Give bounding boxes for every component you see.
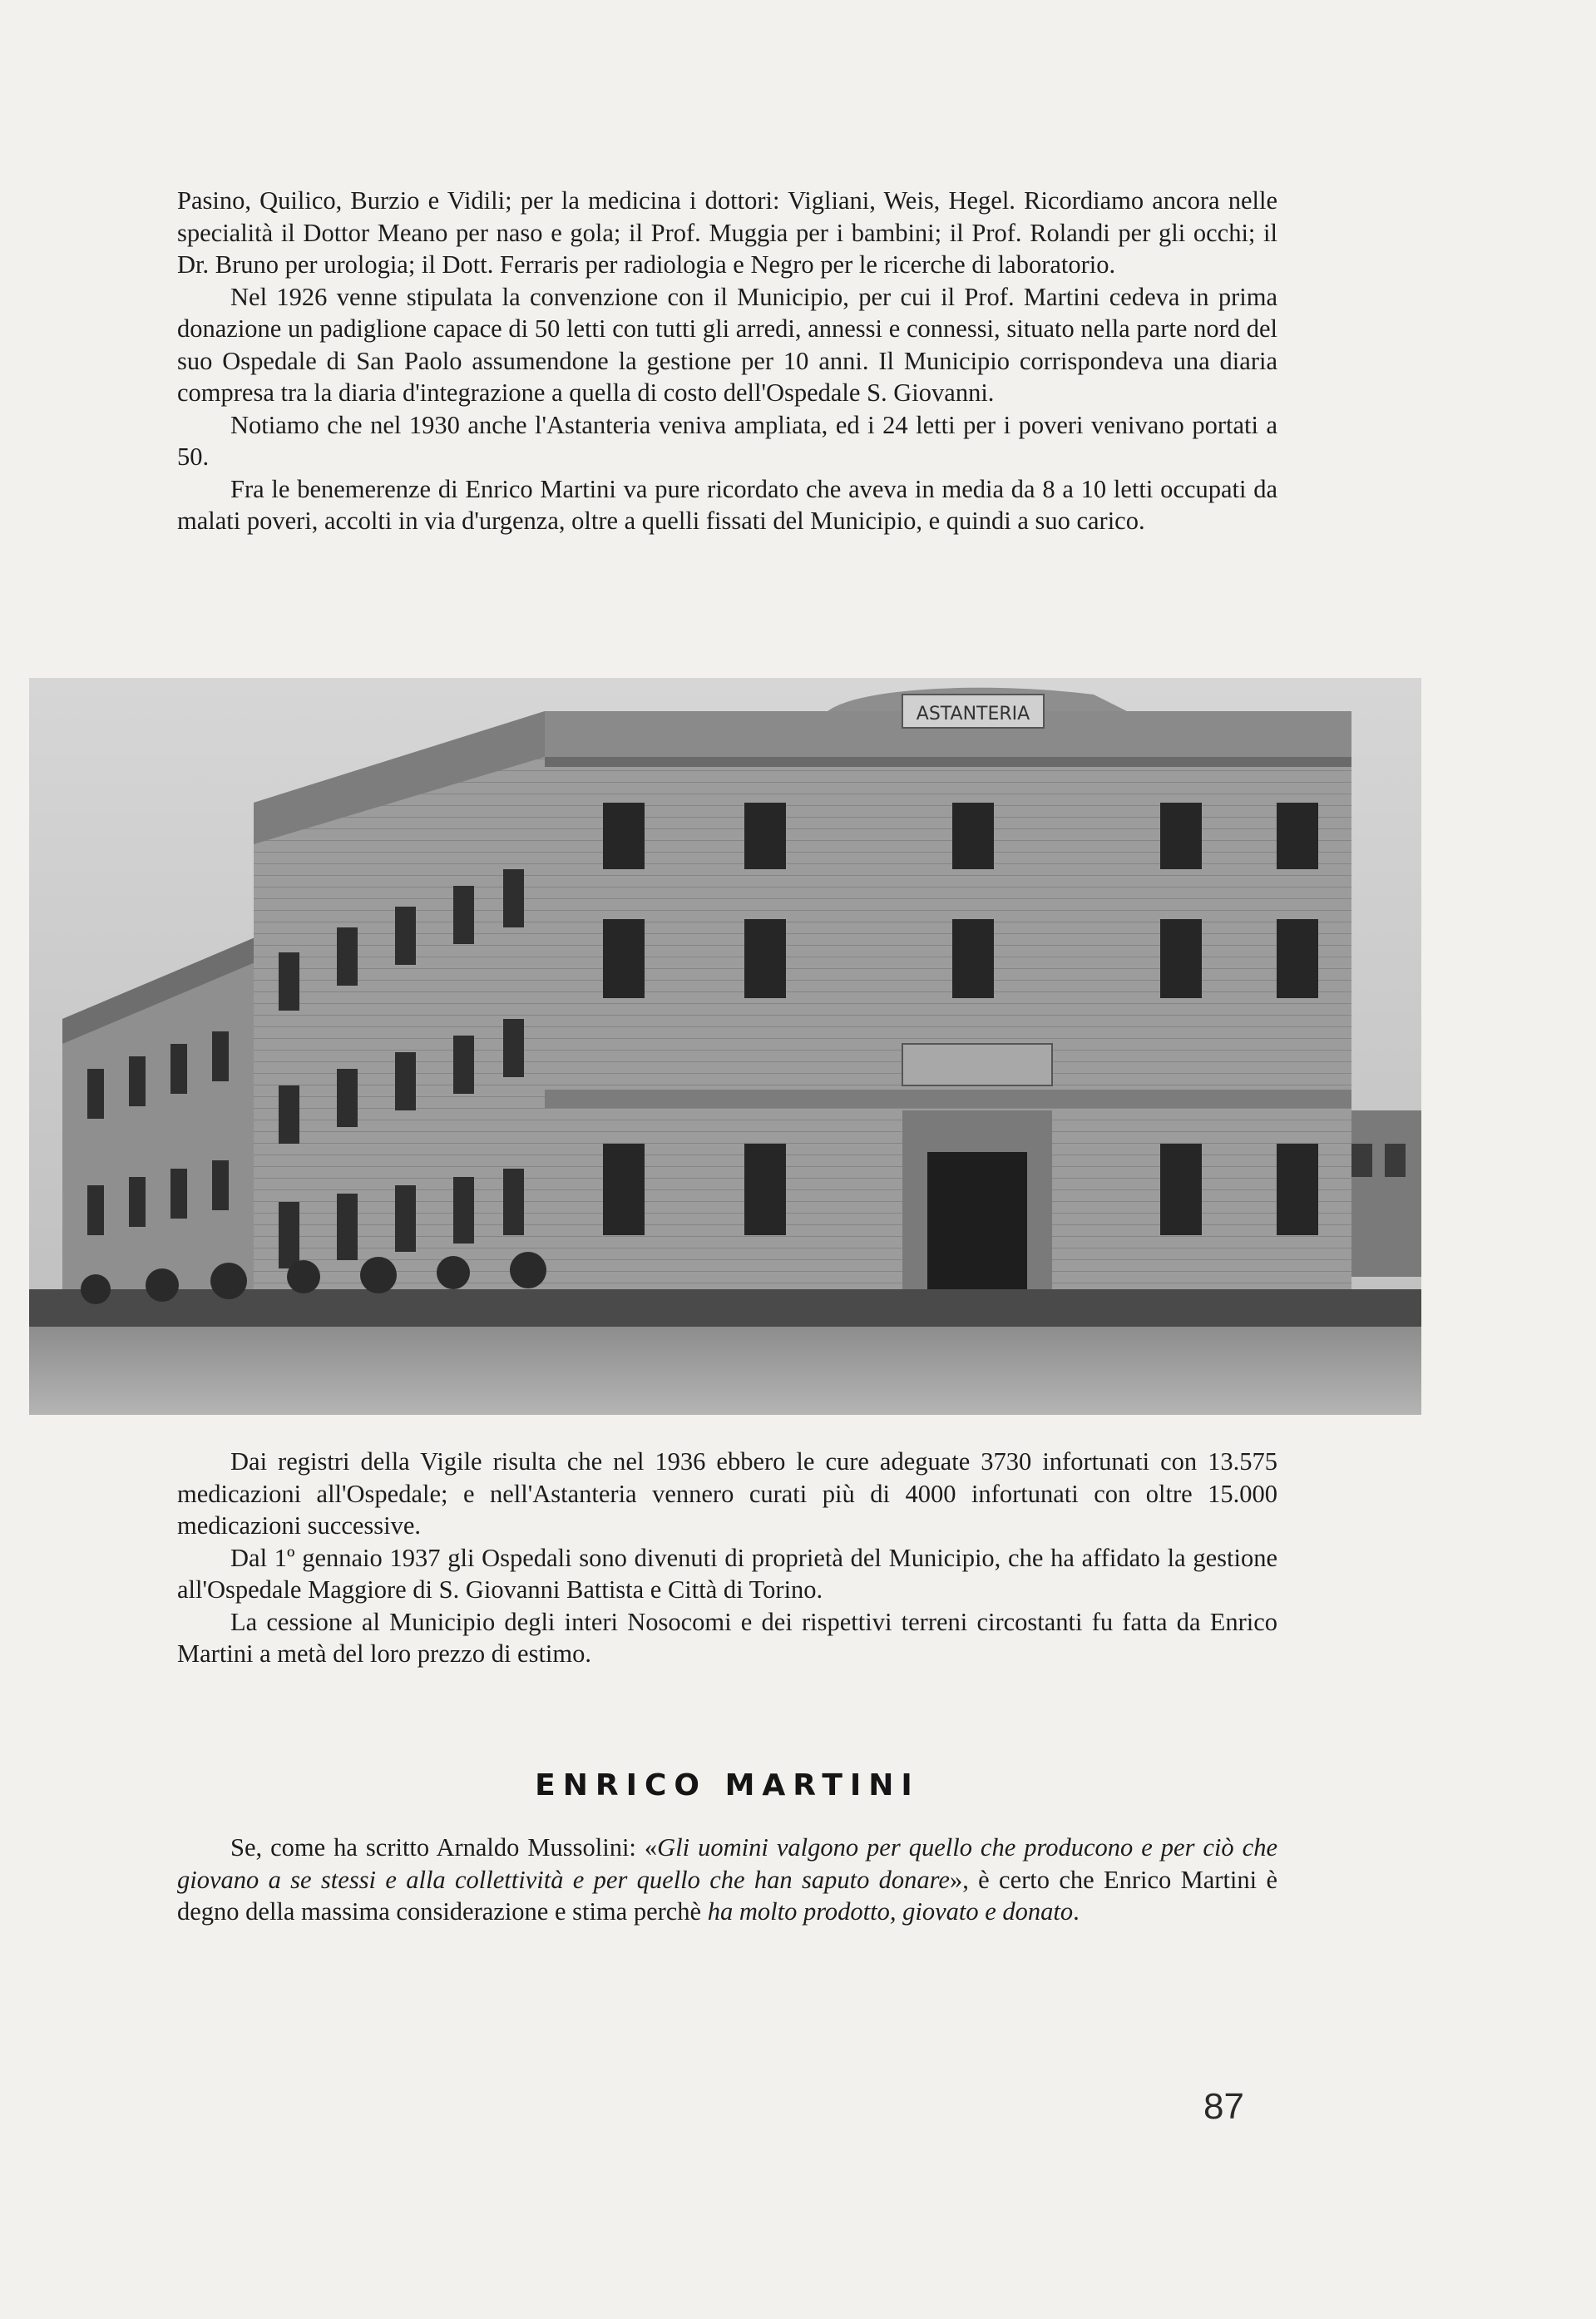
text-block-top xyxy=(177,185,1277,537)
text-block-middle xyxy=(177,1446,1277,1670)
sign-text: ASTANTERIA xyxy=(916,704,1030,724)
paragraph: Dai registri della Vigile risulta che nel 1936 ebbero le cure adeguate 3730 infortunati con 13.575 medicazioni all'Ospedale; e nell'Astanteria vennero curati più di 4000 infortunati con oltre 15.000 medicazioni successive. xyxy=(177,1447,1277,1540)
paragraph: Fra le benemerenze di Enrico Martini va pure ricordato che aveva in media da 8 a 10 letti occupati da malati poveri, accolti in via d'urgenza, oltre a quelli fissati del Municipio, e quindi a suo carico. xyxy=(177,474,1277,535)
paragraph: Dal 1º gennaio 1937 gli Ospedali sono divenuti di proprietà del Municipio, che ha affidato la gestione all'Ospedale Maggiore di S. Giovanni Battista e Città di Torino. xyxy=(177,1543,1277,1604)
page-number: 87 xyxy=(1203,2086,1244,2127)
paragraph: La cessione al Municipio degli interi Nosocomi e dei rispettivi terreni circostanti fu fatta da Enrico Martini a metà del loro prezzo di estimo. xyxy=(177,1607,1277,1668)
paragraph: Notiamo che nel 1930 anche l'Astanteria veniva ampliata, ed i 24 letti per i poveri venivano portati a 50. xyxy=(177,410,1277,471)
paragraph-bio xyxy=(177,1832,1277,1928)
text-block-bio xyxy=(177,1832,1277,1928)
bio-emphasis: ha molto prodotto, giovato e donato xyxy=(707,1897,1074,1926)
paragraph: Nel 1926 venne stipulata la convenzione con il Municipio, per cui il Prof. Martini cedeva in prima donazione un padiglione capace di 50 letti con tutti gli arredi, annessi e connessi, situato nella parte nord del suo Ospedale di San Paolo assumendone la gestione per 10 anni. Il Municipio corrispondeva una diaria compresa tra la diaria d'integrazione a quella di costo dell'Ospedale S. Giovanni. xyxy=(177,282,1277,407)
building-photo xyxy=(29,678,1421,1415)
bio-text: . xyxy=(1073,1897,1080,1926)
paragraph: Pasino, Quilico, Burzio e Vidili; per la medicina i dottori: Vigliani, Weis, Hegel. Ricordiamo ancora nelle specialità il Dottor Meano per naso e gola; il Prof. Muggia per i bambini; il Prof. Rolandi per gli occhi; il Dr. Bruno per urologia; il Dott. Ferraris per radiologia e Negro per le ricerche di laboratorio. xyxy=(177,186,1277,279)
bio-quote: Gli uomini valgono per quello che producono e per ciò che giovano a se stessi e alla collettività e per quello che han saputo donare xyxy=(177,1833,1277,1894)
section-heading: ENRICO MARTINI xyxy=(535,1768,920,1802)
building-photo-illustration xyxy=(29,678,1421,1415)
bio-text: », è certo che Enrico Martini è degno della massima considerazione e stima perchè xyxy=(177,1865,1277,1926)
bio-text: Se, come ha scritto Arnaldo Mussolini: « xyxy=(230,1833,658,1862)
